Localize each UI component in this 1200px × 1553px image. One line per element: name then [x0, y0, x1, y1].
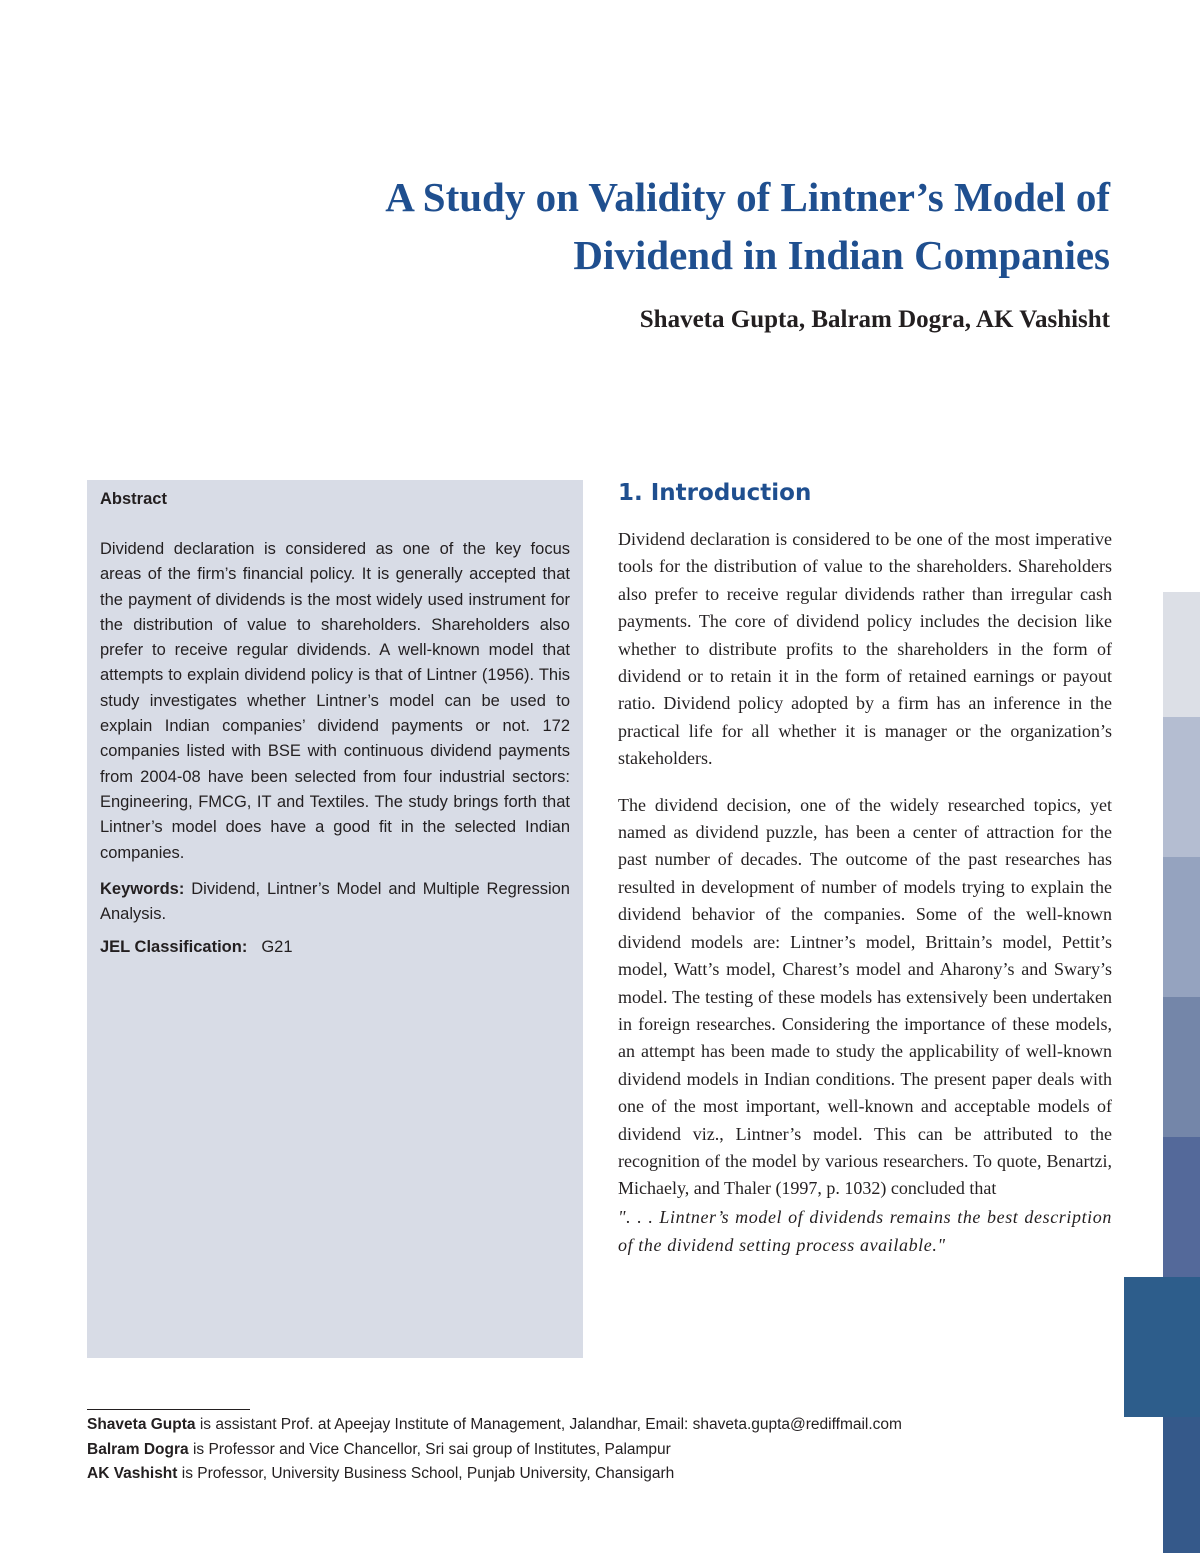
abstract-box [87, 480, 583, 1358]
side-color-tab [1163, 997, 1200, 1137]
footnote-text: is Professor and Vice Chancellor, Sri sai group of Institutes, Palampur [188, 1440, 671, 1458]
footnote-author: Shaveta Gupta [87, 1416, 196, 1433]
abstract-heading: Abstract [100, 490, 167, 508]
footnote-text: is Professor, University Business School, Punjab University, Chansigarh [177, 1465, 675, 1482]
block-quote: ". . . Lintner’s model of dividends remains the best description of the dividend setting process available." [618, 1206, 1112, 1255]
introduction-body [618, 526, 1112, 1259]
footnote-author: AK Vashisht [87, 1465, 178, 1482]
title-line: Dividend in Indian Companies [573, 232, 1110, 278]
jel-label: JEL Classification: [100, 938, 248, 957]
footnote-author: Balram Dogra [87, 1440, 189, 1458]
active-section-tab [1124, 1277, 1200, 1417]
jel-value: G21 [261, 938, 293, 957]
footnote [87, 1438, 1087, 1463]
intro-paragraph: The dividend decision, one of the widely researched topics, yet named as dividend puzzle, has been a center of attraction for the past number of decades. The outcome of the past researches has resulted in development of number of models trying to explain the dividend behavior of the companies. Some of the well-known dividend models are: Lintner’s model, Brittain’s model, Pettit’s model, Watt’s model, Charest’s model and Aharony’s and Swary’s model. The testing of these models has extensively been undertaken in foreign researches. Considering the importance of these models, an attempt has been made to study the applicability of well-known dividend models in Indian conditions. The present paper deals with one of the most important, well-known and acceptable models of dividend viz., Lintner’s model. This can be attributed to the recognition of the model by various researchers. To quote, Benartzi, Michaely, and Thaler (1997, p. 1032) concluded that [618, 794, 1112, 1199]
keywords [100, 877, 570, 928]
keywords-value: Dividend, Lintner’s Model and Multiple Regression Analysis. [100, 879, 570, 924]
title-line: A Study on Validity of Lintner’s Model of [385, 174, 1110, 220]
side-color-tab [1163, 717, 1200, 857]
paper-title [210, 168, 1110, 284]
side-color-tab [1163, 1137, 1200, 1277]
side-color-tab [1163, 592, 1200, 717]
abstract-text: Dividend declaration is considered as one of the key focus areas of the firm’s financial policy. It is generally accepted that the payment of dividends is the most widely used instrument for the distribution of value to shareholders. Shareholders also prefer to receive regular dividends. A well-known model that attempts to explain dividend policy is that of Lintner (1956). This study investigates whether Lintner’s model can be used to explain Indian companies’ dividend payments or not. 172 companies listed with BSE with continuous dividend payments from 2004-08 have been selected from four industrial sectors: Engineering, FMCG, IT and Textiles. The study brings forth that Lintner’s model does have a good fit in the selected Indian companies. [100, 540, 570, 862]
intro-paragraph: Dividend declaration is considered to be one of the most imperative tools for the distribution of value to the shareholders. Shareholders also prefer to receive regular dividends rather than irregular cash payments. The core of dividend policy includes the decision like whether to distribute profits to the shareholders in the form of dividend or to retain it in the form of retained earnings or payout ratio. Dividend policy adopted by a firm has an inference in the practical life for all whether it is manager or the organization’s stakeholders. [618, 529, 1112, 769]
side-color-tab [1163, 857, 1200, 997]
footnote-divider [87, 1409, 250, 1410]
section-heading-introduction: 1. Introduction [618, 480, 812, 506]
keywords-label: Keywords: [100, 879, 185, 898]
author-footnotes [87, 1413, 1087, 1487]
jel-classification [100, 938, 570, 957]
footnote [87, 1413, 1087, 1438]
author-list: Shaveta Gupta, Balram Dogra, AK Vashisht [639, 306, 1110, 333]
footnote [87, 1462, 1087, 1487]
footnote-text: is assistant Prof. at Apeejay Institute of Management, Jalandhar, Email: shaveta.gupta@rediffmail.com [195, 1416, 902, 1433]
